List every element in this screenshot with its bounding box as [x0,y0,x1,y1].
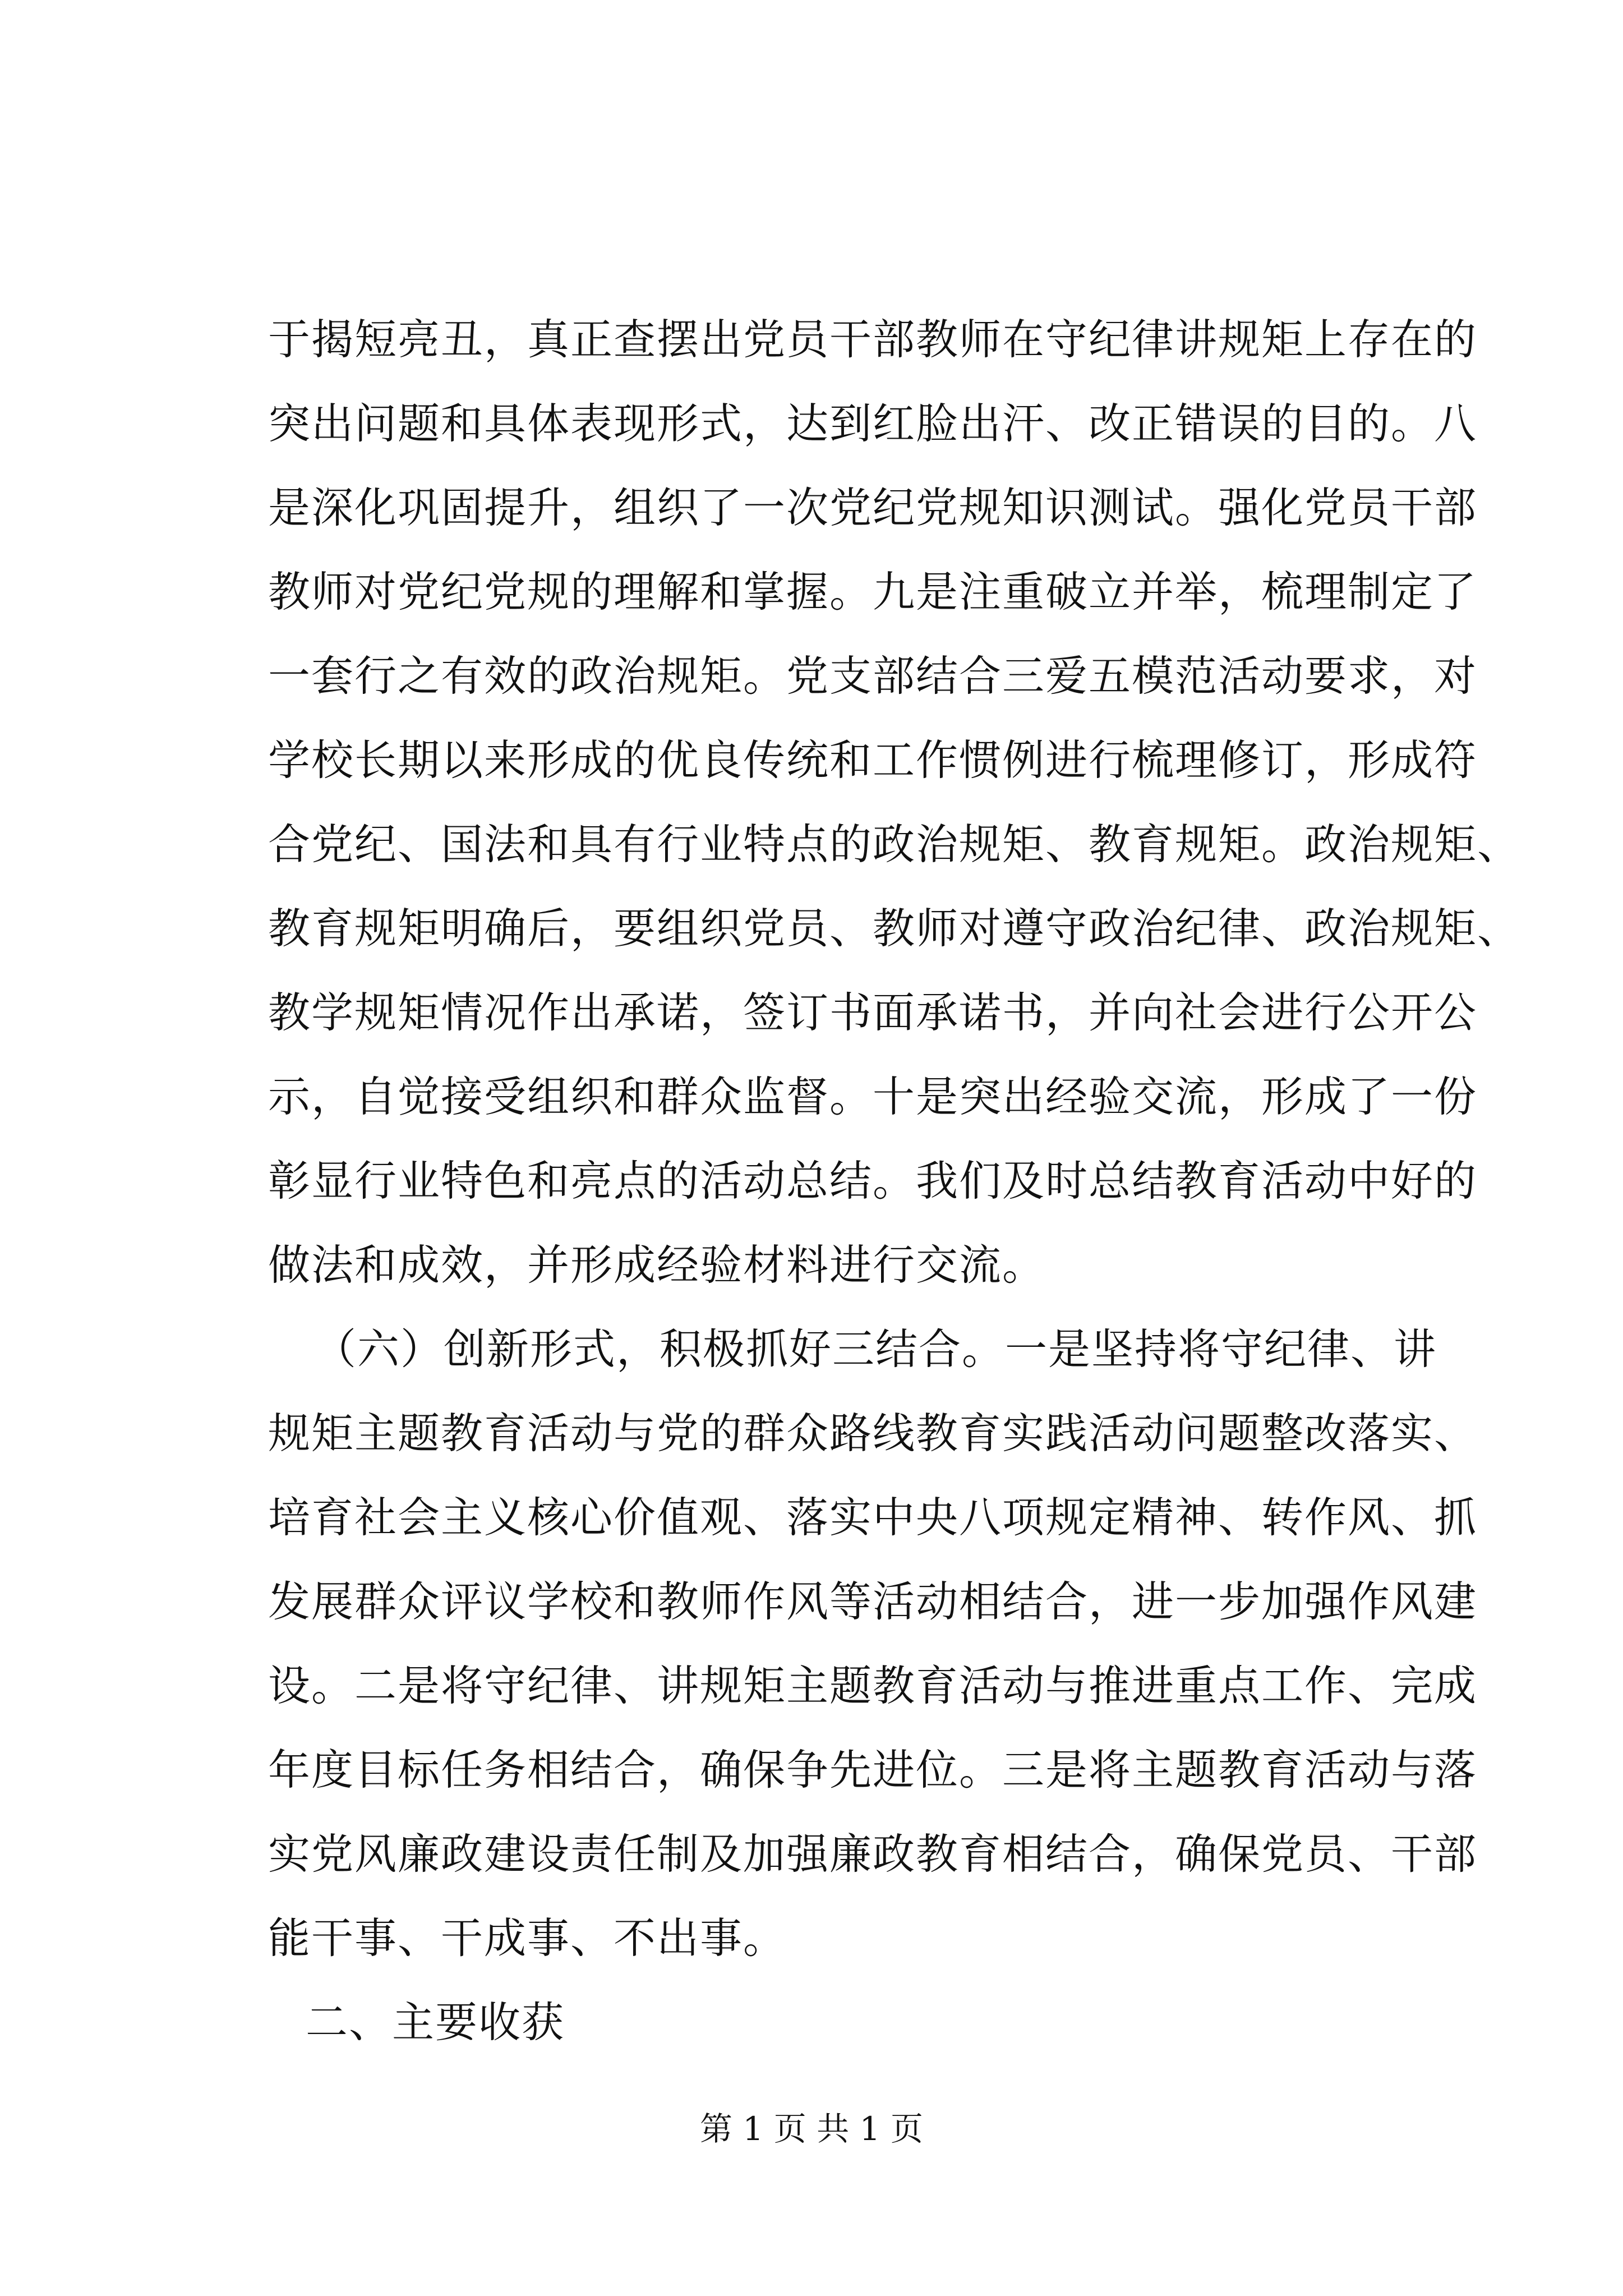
body-text-line: 规矩主题教育活动与党的群众路线教育实践活动问题整改落实、 [268,1409,1478,1458]
body-text-line: 合党纪、国法和具有行业特点的政治规矩、教育规矩。政治规矩、 [268,820,1521,869]
body-text-line: 学校长期以来形成的优良传统和工作惯例进行梳理修订，形成符 [268,735,1478,785]
section-heading: 二、主要收获 [306,1998,565,2047]
body-text-line: 是深化巩固提升，组织了一次党纪党规知识测试。强化党员干部 [268,483,1478,532]
paragraph-first-line: （六）创新形式，积极抓好三结合。一是坚持将守纪律、讲 [314,1324,1437,1374]
body-text-line: 示，自觉接受组织和群众监督。十是突出经验交流，形成了一份 [268,1072,1478,1121]
body-text-line: 于揭短亮丑，真正查摆出党员干部教师在守纪律讲规矩上存在的 [268,315,1478,364]
body-text-line: 发展群众评议学校和教师作风等活动相结合，进一步加强作风建 [268,1577,1478,1626]
body-text-line: 教师对党纪党规的理解和掌握。九是注重破立并举，梳理制定了 [268,567,1478,616]
body-text-line: 彰显行业特色和亮点的活动总结。我们及时总结教育活动中好的 [268,1156,1478,1205]
body-text-line: 教育规矩明确后，要组织党员、教师对遵守政治纪律、政治规矩、 [268,904,1521,953]
body-text-line: 能干事、干成事、不出事。 [268,1913,787,1963]
body-text-line: 教学规矩情况作出承诺，签订书面承诺书，并向社会进行公开公 [268,988,1478,1037]
body-text-line: 突出问题和具体表现形式，达到红脸出汗、改正错误的目的。八 [268,399,1478,448]
body-text-line: 实党风廉政建设责任制及加强廉政教育相结合，确保党员、干部 [268,1829,1478,1879]
body-text-line: 一套行之有效的政治规矩。党支部结合三爱五模范活动要求，对 [268,651,1478,701]
body-text-line: 设。二是将守纪律、讲规矩主题教育活动与推进重点工作、完成 [268,1661,1478,1710]
body-text-line: 年度目标任务相结合，确保争先进位。三是将主题教育活动与落 [268,1745,1478,1795]
page-footer: 第 1 页 共 1 页 [700,2110,923,2148]
body-text-line: 做法和成效，并形成经验材料进行交流。 [268,1240,1046,1290]
body-text-line: 培育社会主义核心价值观、落实中央八项规定精神、转作风、抓 [268,1493,1478,1542]
